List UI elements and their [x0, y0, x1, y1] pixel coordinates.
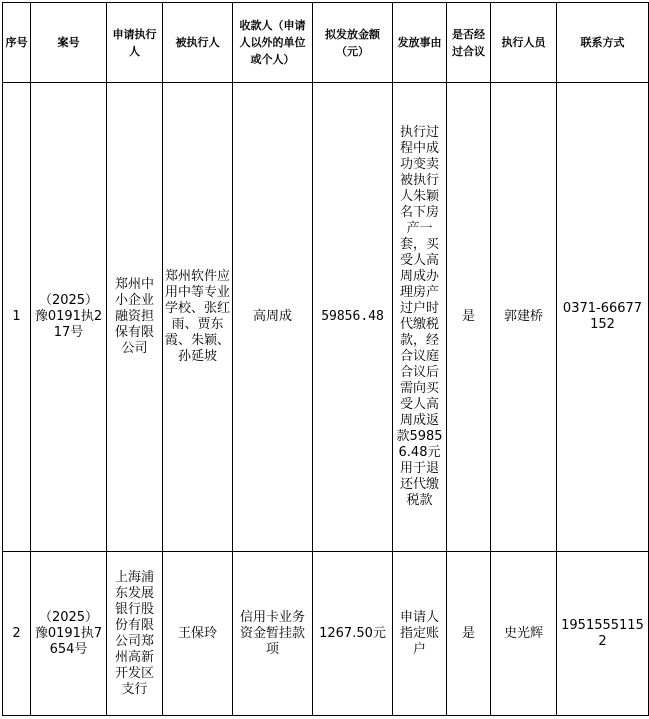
- cell-respondent: 王保玲: [163, 552, 233, 716]
- cell-officer: 郭建桥: [491, 83, 557, 552]
- cell-meeting: 是: [447, 552, 491, 716]
- header-case-no: 案号: [31, 3, 107, 83]
- cell-reason: 申请人指定账户: [393, 552, 447, 716]
- header-meeting: 是否经过合议: [447, 3, 491, 83]
- cell-respondent: 郑州软件应用中等专业学校、张红雨、贾东霞、朱颖、孙延坡: [163, 83, 233, 552]
- header-seq: 序号: [3, 3, 31, 83]
- disbursement-table: [2, 2, 649, 716]
- header-applicant: 申请执行人: [107, 3, 163, 83]
- cell-payee: 信用卡业务资金暂挂款项: [233, 552, 313, 716]
- header-officer: 执行人员: [491, 3, 557, 83]
- header-reason: 发放事由: [393, 3, 447, 83]
- header-amount: 拟发放金额（元）: [313, 3, 393, 83]
- cell-case-no: （2025）豫0191执7654号: [31, 552, 107, 716]
- header-row: [3, 3, 649, 83]
- cell-contact: 19515551152: [557, 552, 649, 716]
- cell-amount: 1267.50元: [313, 552, 393, 716]
- cell-applicant: 上海浦东发展银行股份有限公司郑州高新开发区支行: [107, 552, 163, 716]
- table-row: [3, 83, 649, 552]
- cell-case-no: （2025）豫0191执217号: [31, 83, 107, 552]
- cell-meeting: 是: [447, 83, 491, 552]
- cell-seq: 1: [3, 83, 31, 552]
- cell-reason: 执行过程中成功变卖被执行人朱颖名下房产一套，买受人高周成办理房产过户时代缴税款，经合议庭合议后需向买受人高周成返款59856.48元用于退还代缴税款: [393, 83, 447, 552]
- cell-seq: 2: [3, 552, 31, 716]
- table-row: [3, 552, 649, 716]
- header-contact: 联系方式: [557, 3, 649, 83]
- cell-applicant: 郑州中小企业融资担保有限公司: [107, 83, 163, 552]
- cell-payee: 高周成: [233, 83, 313, 552]
- header-payee: 收款人（申请人以外的单位或个人）: [233, 3, 313, 83]
- cell-officer: 史光辉: [491, 552, 557, 716]
- cell-amount: 59856.48: [313, 83, 393, 552]
- header-respondent: 被执行人: [163, 3, 233, 83]
- cell-contact: 0371-66677152: [557, 83, 649, 552]
